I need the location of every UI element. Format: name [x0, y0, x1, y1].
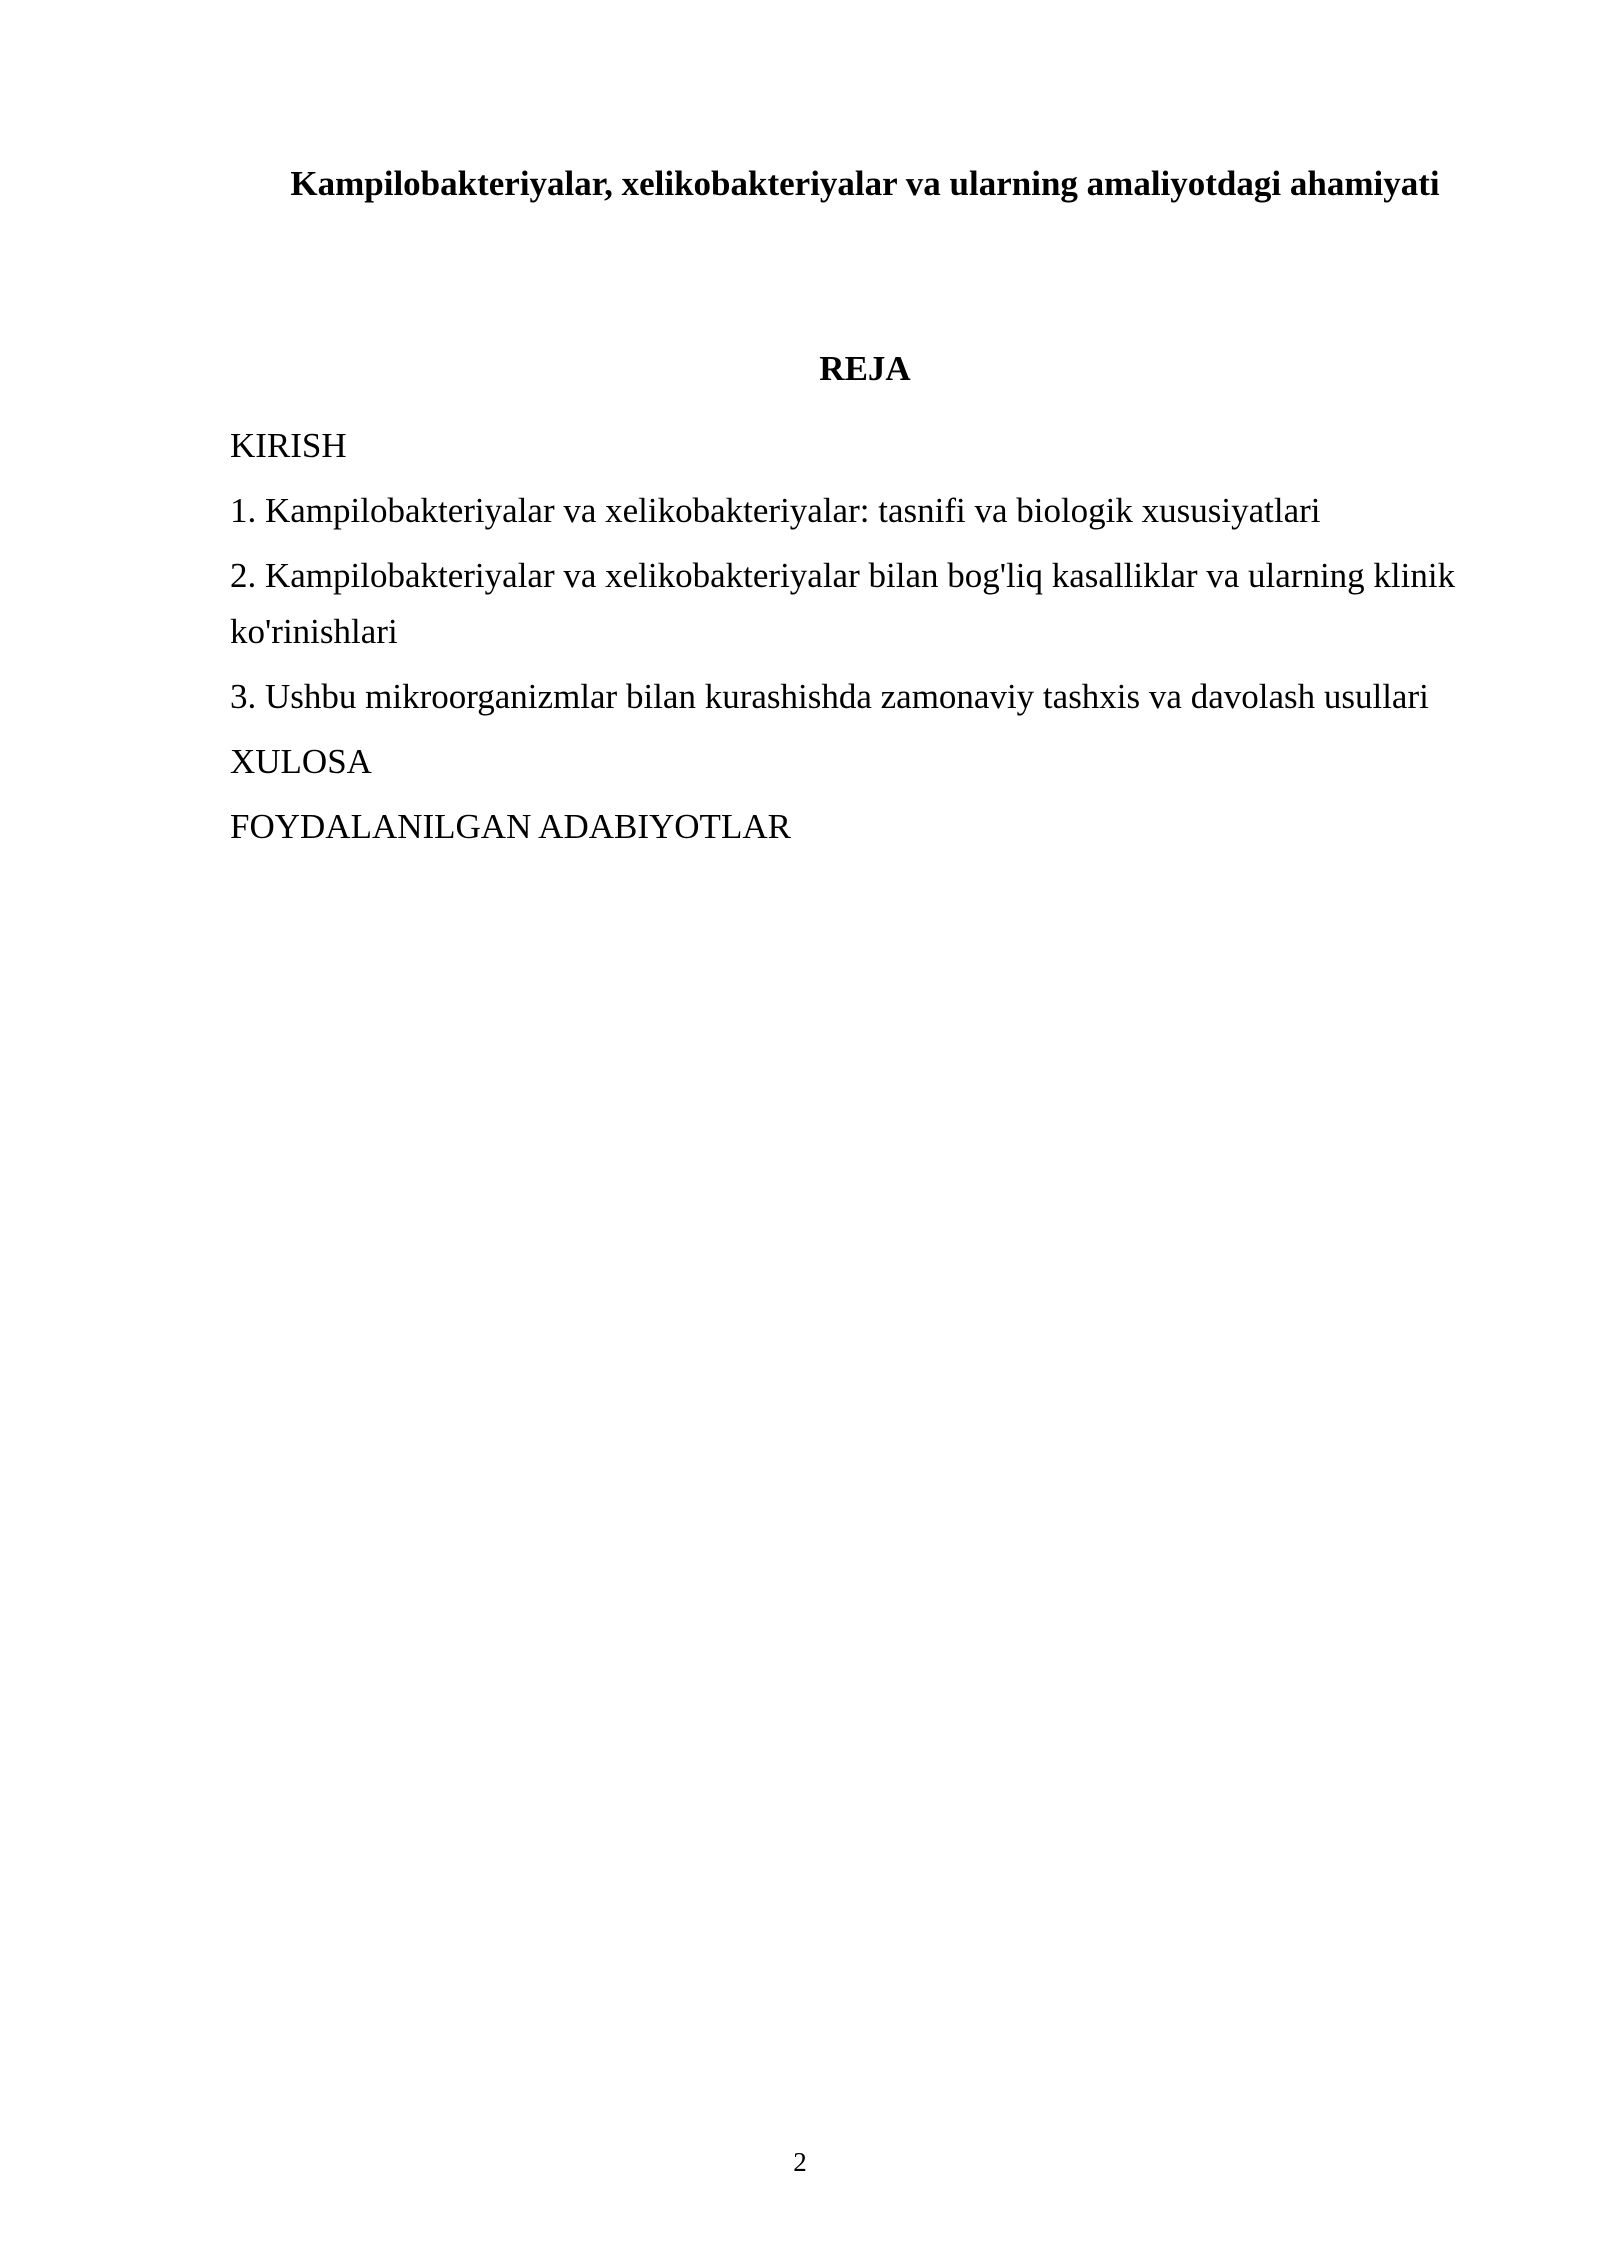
toc-item-introduction: KIRISH: [230, 426, 347, 465]
document-title: Kampilobakteriyalar, xelikobakteriyalar va ularning amaliyotdagi ahamiyati: [290, 164, 1440, 203]
toc-item-references: FOYDALANILGAN ADABIYOTLAR: [230, 807, 791, 846]
plan-heading: REJA: [819, 349, 911, 388]
toc-item-conclusion: XULOSA: [230, 742, 372, 781]
toc-item-2: 2. Kampilobakteriyalar va xelikobakteriyalar bilan bog'liq kasalliklar va ularning klinik ko'rinishlari: [230, 556, 1456, 651]
toc-item-3: 3. Ushbu mikroorganizmlar bilan kurashishda zamonaviy tashxis va davolash usullari: [230, 677, 1429, 716]
page-number: 2: [793, 2147, 807, 2177]
table-of-contents: [230, 418, 1470, 864]
toc-item-1: 1. Kampilobakteriyalar va xelikobakteriyalar: tasnifi va biologik xususiyatlari: [230, 491, 1321, 530]
